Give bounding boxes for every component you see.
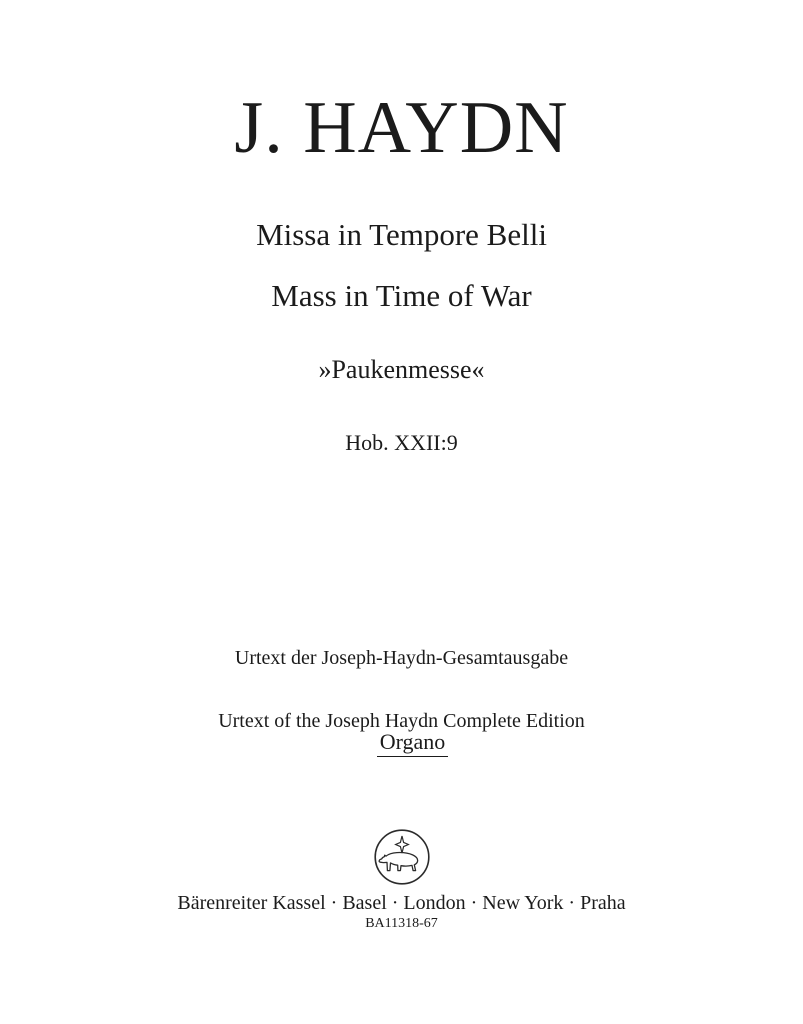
urtext-note-german: Urtext der Joseph-Haydn-Gesamtausgabe <box>234 647 569 669</box>
work-title-latin: Missa in Tempore Belli <box>256 217 547 252</box>
urtext-note-english: Urtext of the Joseph Haydn Complete Edition <box>218 710 585 732</box>
part-designation <box>0 703 803 783</box>
part-name-label: Organo <box>377 729 449 757</box>
baerenreiter-bear-star-icon <box>372 827 432 887</box>
plate-number: BA11318-67 <box>365 916 438 931</box>
work-nickname: »Paukenmesse« <box>318 355 485 384</box>
catalogue-number: Hob. XXII:9 <box>345 430 458 455</box>
composer-name: J. HAYDN <box>234 87 569 169</box>
work-title-english: Mass in Time of War <box>271 278 532 313</box>
publisher-logo <box>0 827 803 887</box>
publisher-cities-line: Bärenreiter Kassel · Basel · London · New York · Praha <box>177 892 626 914</box>
